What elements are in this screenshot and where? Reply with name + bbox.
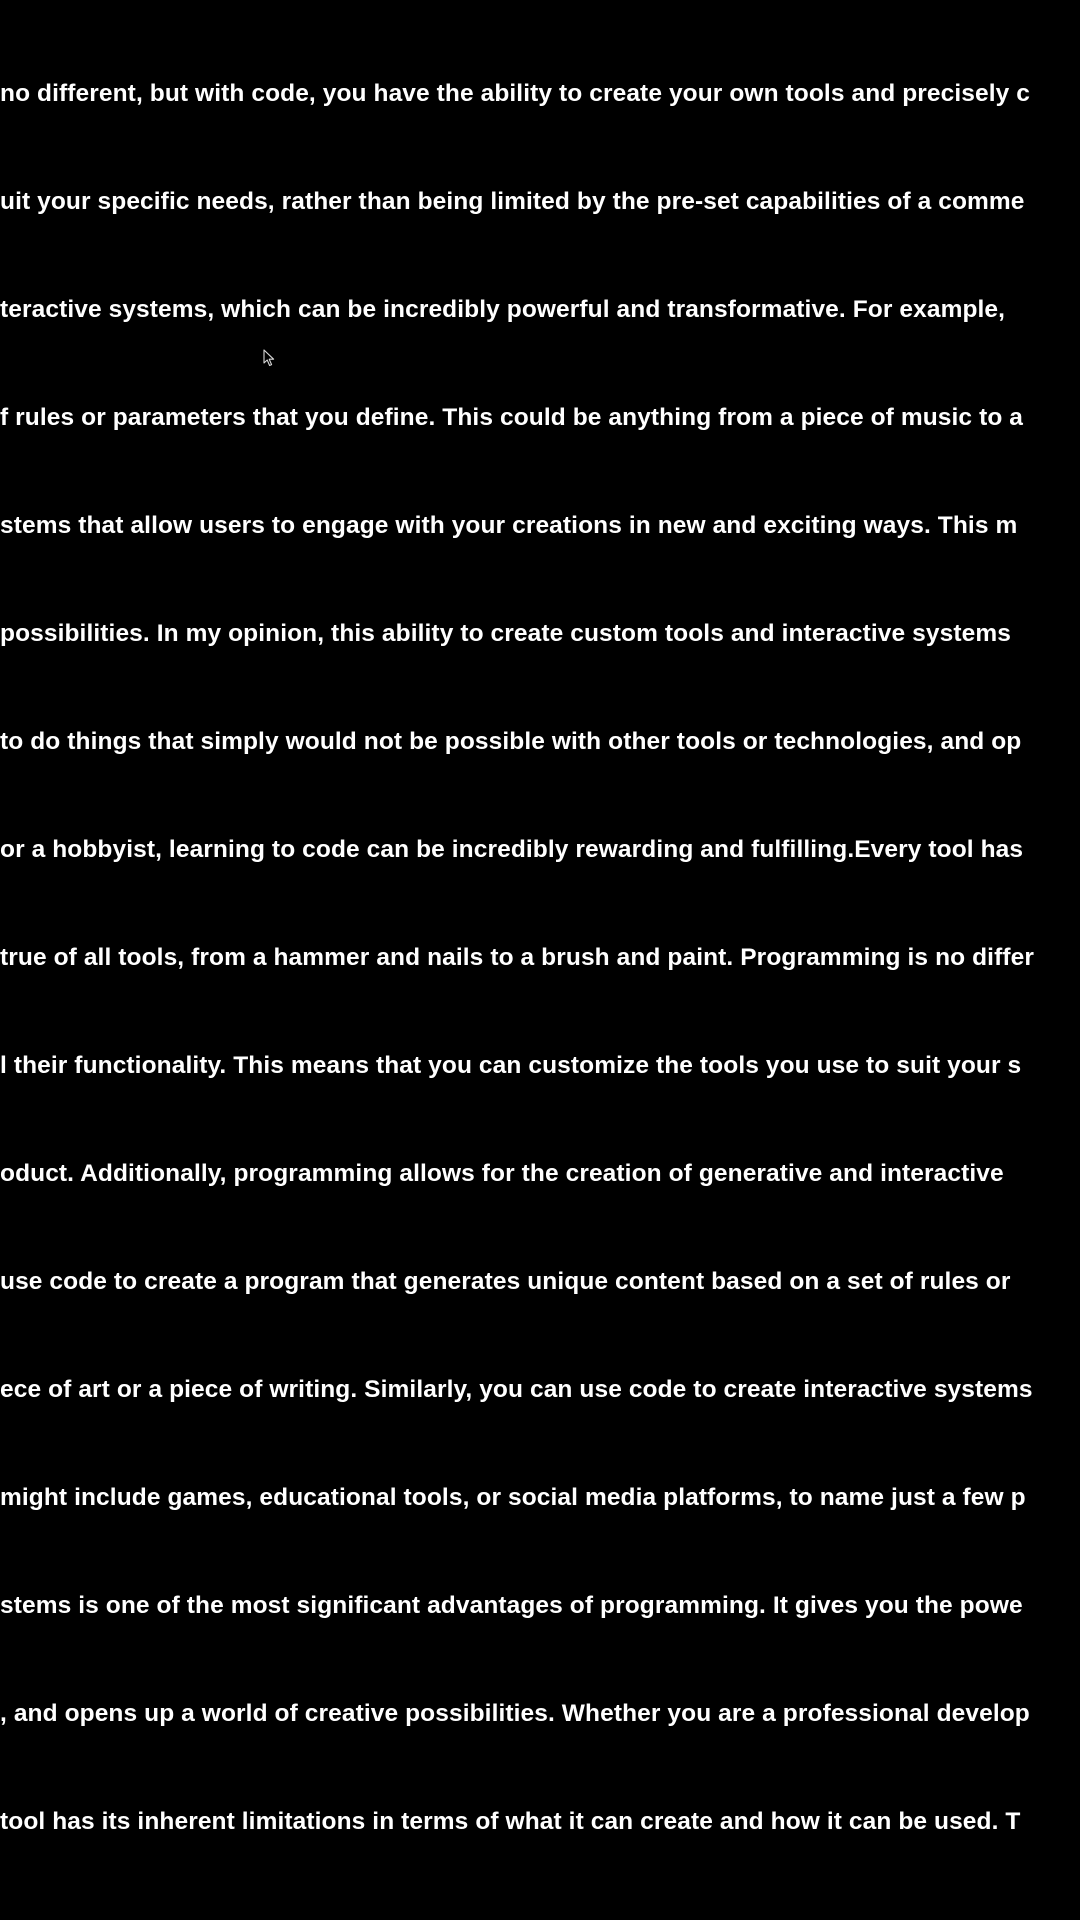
text-line: ece of art or a piece of writing. Similarly, you can use code to create interactive systems	[0, 1376, 1033, 1403]
text-line: no different, but with code, you have the ability to create your own tools and precisely c	[0, 80, 1031, 107]
mouse-pointer-icon	[263, 349, 275, 367]
text-line: possibilities. In my opinion, this ability to create custom tools and interactive systems	[0, 620, 1011, 647]
text-line: l their functionality. This means that you can customize the tools you use to suit your s	[0, 1052, 1022, 1079]
text-line: true of all tools, from a hammer and nails to a brush and paint. Programming is no differ	[0, 944, 1034, 971]
text-line: uit your specific needs, rather than being limited by the pre-set capabilities of a comme	[0, 188, 1025, 215]
text-line: stems that allow users to engage with your creations in new and exciting ways. This m	[0, 512, 1018, 539]
text-line: tool has its inherent limitations in terms of what it can create and how it can be used. T	[0, 1808, 1021, 1835]
text-line: stems is one of the most significant advantages of programming. It gives you the powe	[0, 1592, 1023, 1619]
text-line: to do things that simply would not be possible with other tools or technologies, and op	[0, 728, 1022, 755]
text-line: oduct. Additionally, programming allows for the creation of generative and interactive	[0, 1160, 1004, 1187]
text-line: f rules or parameters that you define. This could be anything from a piece of music to a	[0, 404, 1024, 431]
text-line: might include games, educational tools, or social media platforms, to name just a few p	[0, 1484, 1026, 1511]
text-line: or a hobbyist, learning to code can be incredibly rewarding and fulfilling.Every tool has	[0, 836, 1024, 863]
text-line: teractive systems, which can be incredibly powerful and transformative. For example,	[0, 296, 1006, 323]
text-line: use code to create a program that generates unique content based on a set of rules or	[0, 1268, 1011, 1295]
text-line: , and opens up a world of creative possibilities. Whether you are a professional develop	[0, 1700, 1030, 1727]
